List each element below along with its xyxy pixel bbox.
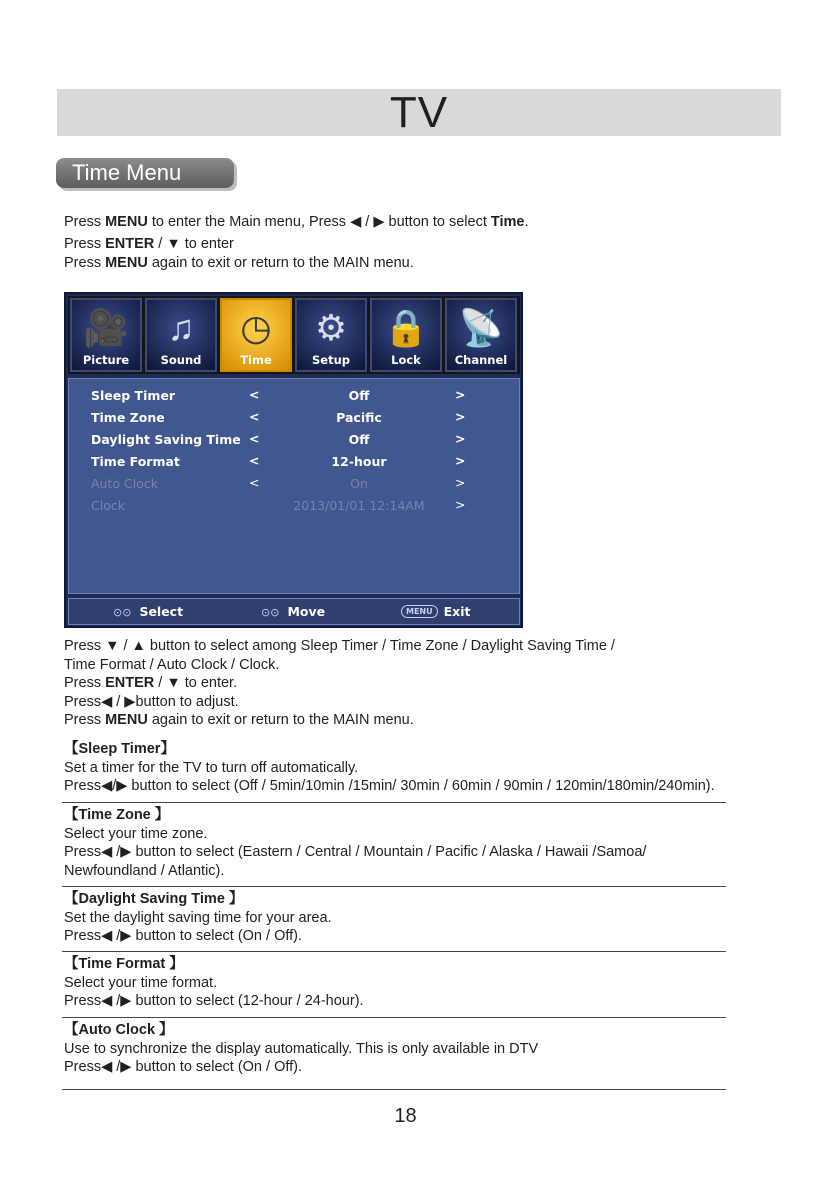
section-text: Press◀/▶ button to select (Off / 5min/10min /15min/ 30min / 60min / 90min / 120min/180min/240min).: [64, 778, 715, 794]
up-down-icon: ⊙⊙: [113, 606, 132, 619]
row-name: Time Zone: [91, 410, 165, 425]
left-right-icon: ⊙⊙: [261, 606, 280, 619]
osd-tab-label: Sound: [160, 353, 202, 367]
row-value: Off: [348, 432, 370, 447]
page-number: 18: [394, 1105, 417, 1127]
page-title: TV: [389, 88, 449, 137]
time-format-section: [64, 955, 364, 1011]
row-value: 12-hour: [331, 454, 387, 469]
osd-tab-label: Setup: [312, 353, 350, 367]
key-menu: MENU: [105, 712, 148, 728]
text: Press: [64, 675, 106, 691]
osd-tab-label: Channel: [454, 353, 508, 367]
chevron-right-icon[interactable]: >: [455, 453, 466, 468]
osd-tab-label: Picture: [82, 353, 130, 367]
hint-exit: [401, 604, 471, 619]
hint-move: [261, 604, 325, 619]
text: to enter the Main menu, Press ◀ / ▶ button to select: [147, 214, 491, 230]
divider: [62, 886, 726, 887]
row-name: Auto Clock: [91, 476, 158, 491]
navigation-instructions: [64, 637, 615, 730]
gear-wrench-icon: ⚙: [314, 307, 348, 348]
chevron-right-icon[interactable]: >: [455, 409, 466, 424]
osd-tab-label: Time: [240, 353, 272, 367]
chevron-left-icon[interactable]: <: [249, 453, 260, 468]
osd-tab-label: Lock: [391, 353, 421, 367]
osd-tab-channel[interactable]: [445, 298, 517, 372]
tv-osd-screenshot: [64, 292, 523, 628]
instruction-line: Press ▼ / ▲ button to select among Sleep Timer / Time Zone / Daylight Saving Time /: [64, 638, 615, 654]
osd-row-time-zone[interactable]: [69, 407, 519, 429]
section-heading: 【Time Zone 】: [64, 807, 170, 823]
chevron-right-icon[interactable]: >: [455, 431, 466, 446]
satellite-dish-icon: 📡: [458, 307, 504, 348]
key-menu: MENU: [105, 214, 148, 230]
camcorder-icon: 🎥: [83, 307, 129, 348]
speaker-icon: ♫: [167, 307, 195, 348]
chevron-right-icon[interactable]: >: [455, 475, 466, 490]
osd-tab-picture[interactable]: [70, 298, 142, 372]
divider: [62, 951, 726, 952]
daylight-saving-section: [64, 890, 332, 946]
row-value: Pacific: [336, 410, 382, 425]
hint-label: Move: [287, 604, 326, 619]
row-name: Sleep Timer: [91, 388, 176, 403]
intro-line-2: [64, 235, 529, 254]
osd-tab-sound[interactable]: [145, 298, 217, 372]
instruction-line: [64, 674, 615, 693]
key-time: Time: [490, 214, 525, 230]
section-heading: 【Auto Clock 】: [64, 1022, 174, 1038]
osd-footer-hints: [68, 598, 520, 625]
hint-label: Exit: [443, 604, 471, 619]
intro-line-1: [64, 213, 529, 232]
time-zone-section: [64, 806, 646, 880]
hint-select: [113, 604, 183, 619]
text: again to exit or return to the MAIN menu.: [147, 255, 414, 271]
text: .: [524, 214, 529, 230]
divider: [62, 1089, 726, 1090]
chevron-right-icon[interactable]: >: [455, 497, 466, 512]
header-bar: [57, 89, 781, 136]
section-title-tab: [56, 158, 234, 188]
text: Press: [64, 236, 106, 252]
osd-row-sleep-timer[interactable]: [69, 385, 519, 407]
key-enter: ENTER: [105, 675, 155, 691]
text: Press: [64, 255, 106, 271]
section-text: Press◀ /▶ button to select (On / Off).: [64, 1059, 303, 1075]
auto-clock-section: [64, 1021, 538, 1077]
text: / ▼ to enter: [154, 236, 234, 252]
key-menu: MENU: [105, 255, 148, 271]
divider: [62, 802, 726, 803]
chevron-left-icon[interactable]: <: [249, 431, 260, 446]
osd-tab-time[interactable]: [220, 298, 292, 372]
section-heading: 【Time Format 】: [64, 956, 184, 972]
chevron-right-icon[interactable]: >: [455, 387, 466, 402]
section-text: Press◀ /▶ button to select (12-hour / 24-hour).: [64, 993, 364, 1009]
menu-key-icon: MENU: [401, 605, 438, 618]
sleep-timer-section: [64, 740, 715, 796]
osd-row-daylight-saving[interactable]: [69, 429, 519, 451]
section-text: Select your time zone.: [64, 825, 208, 842]
row-name: Time Format: [91, 454, 180, 469]
chevron-left-icon[interactable]: <: [249, 475, 260, 490]
clock-icon: ◷: [240, 307, 272, 348]
row-name: Daylight Saving Time: [91, 432, 241, 447]
row-value: Off: [348, 388, 370, 403]
intro-line-3: [64, 254, 529, 273]
section-text: Select your time format.: [64, 974, 218, 991]
section-text: Use to synchronize the display automatically. This is only available in DTV: [64, 1040, 539, 1057]
section-text: Press◀ /▶ button to select (On / Off).: [64, 928, 303, 944]
padlock-icon: 🔒: [383, 307, 429, 348]
osd-row-auto-clock[interactable]: [69, 473, 519, 495]
section-text: Set a timer for the TV to turn off automatically.: [64, 759, 359, 776]
text: Press: [64, 712, 106, 728]
text: again to exit or return to the MAIN menu.: [147, 712, 414, 728]
section-text: Set the daylight saving time for your area.: [64, 909, 332, 926]
osd-tab-setup[interactable]: [295, 298, 367, 372]
row-value: 2013/01/01 12:14AM: [293, 498, 425, 513]
section-heading: 【Daylight Saving Time 】: [64, 891, 244, 907]
section-text: Press◀ /▶ button to select (Eastern / Central / Mountain / Pacific / Alaska / Hawaii /Samoa/: [64, 844, 647, 860]
row-value: On: [350, 476, 368, 491]
osd-row-clock[interactable]: [69, 495, 519, 517]
chevron-left-icon[interactable]: <: [249, 409, 260, 424]
osd-time-menu: [68, 378, 520, 594]
divider: [62, 1017, 726, 1018]
hint-label: Select: [139, 604, 184, 619]
key-enter: ENTER: [105, 236, 155, 252]
intro-text: [64, 213, 529, 273]
instruction-line: [64, 711, 615, 730]
section-text: Newfoundland / Atlantic).: [64, 862, 225, 879]
row-name: Clock: [91, 498, 125, 513]
osd-tab-lock[interactable]: [370, 298, 442, 372]
instruction-line: Press◀ / ▶button to adjust.: [64, 693, 239, 710]
chevron-left-icon[interactable]: <: [249, 387, 260, 402]
osd-tab-bar: [68, 296, 520, 374]
section-heading: 【Sleep Timer】: [64, 741, 175, 757]
instruction-line: Time Format / Auto Clock / Clock.: [64, 656, 280, 673]
text: / ▼ to enter.: [154, 675, 238, 691]
section-title: Time Menu: [72, 160, 182, 185]
osd-row-time-format[interactable]: [69, 451, 519, 473]
text: Press: [64, 214, 106, 230]
